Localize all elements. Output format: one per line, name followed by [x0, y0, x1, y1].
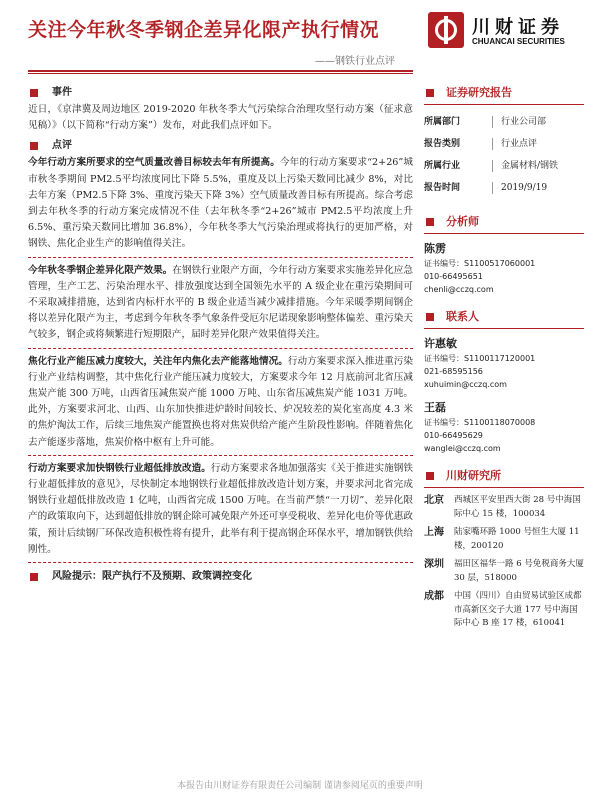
dashed-divider: [28, 348, 413, 349]
institute-heading: 川财研究所: [424, 467, 584, 485]
info-row: 所属行业 金属材料/钢铁: [424, 161, 559, 171]
logo-en-text: CHUANCAI SECURITIES: [472, 37, 565, 46]
event-heading: 事件: [28, 84, 413, 102]
office-address: 成都 中国（四川）自由贸易试验区成都市高新区交子大道 177 号中海国际中心 B 座 17 楼，610041: [424, 591, 582, 628]
sidebar-rule: [424, 487, 584, 488]
contact-email: xuhuimin@cczq.com: [424, 380, 507, 389]
company-logo: [428, 12, 578, 52]
analyst-email: chenli@cczq.com: [424, 285, 494, 294]
info-row: 报告类别 行业点评: [424, 139, 538, 149]
contact-cert: 证书编号：S1100117120001: [424, 354, 536, 363]
contact-name: 许惠敏: [424, 337, 457, 350]
contact-cert: 证书编号：S1100118070008: [424, 418, 536, 427]
sidebar-rule: [424, 233, 584, 234]
risk-warning: 风险提示：限产执行不及预期、政策调控变化: [28, 568, 413, 586]
sidebar: [424, 84, 584, 636]
main-content: [28, 84, 413, 586]
analyst-name: 陈雳: [424, 242, 446, 255]
logo-mark-icon: [428, 12, 464, 48]
page-footer: 本报告由川财证券有限责任公司编制 谨请参阅尾页的重要声明: [177, 781, 423, 791]
sidebar-rule: [424, 104, 584, 105]
dashed-divider: [28, 455, 413, 456]
report-info-heading: 证券研究报告: [424, 84, 584, 102]
section-square-icon: [426, 218, 434, 226]
paragraph-1: 今年行动方案所要求的空气质量改善目标较去年有所提高。今年的行动方案要求“2+26”城市秋冬季期间 PM2.5平均浓度同比下降 5.5%，重度及以上污染天数同比减少 8%，对比去年方案（PM2.5下降 3%、重度污染天下降 3%）空气质量改善目标有所提高。综合考虑到去年秋冬季的行动方案完成情况不佳（去年秋冬季“2+26”城市 PM2.5平均浓度上升 6.5%、重污染天数同比增加 36.8%），今年秋冬季大气污染治理或将执行的更加严格，对钢铁、焦化企业生产的影响值得关注。: [28, 157, 413, 250]
event-text: 近日，《京津冀及周边地区 2019-2020 年秋冬季大气污染综合治理攻坚行动方案（征求意见稿）》（以下简称“行动方案”）发布，对此我们点评如下。: [28, 104, 413, 132]
header-rule-thin: [28, 73, 413, 74]
info-row: 报告时间 2019/9/19: [424, 183, 548, 193]
contact-heading: 联系人: [424, 308, 584, 326]
section-square-icon: [30, 573, 38, 581]
analyst-cert: 证书编号：S1100517060001: [424, 259, 536, 268]
report-subtitle: ——钢铁行业点评: [315, 56, 395, 67]
section-square-icon: [30, 89, 38, 97]
office-address: 上海 陆家嘴环路 1000 号恒生大厦 11 楼，200120: [424, 527, 580, 551]
section-square-icon: [426, 89, 434, 97]
office-address: 北京 西城区平安里西大街 28 号中海国际中心 15 楼，100034: [424, 495, 581, 519]
contact-phone: 021-68595156: [424, 367, 483, 376]
analyst-heading: 分析师: [424, 213, 584, 231]
paragraph-3: 焦化行业产能压减力度较大，关注年内焦化去产能落地情况。行动方案要求深入推进重污染行业产业结构调整，其中焦化行业产能压减力度较大，方案要求今年 12 月底前河北省压减焦炭产能 300 万吨，山西省压减焦炭产能 1000 万吨、山东省压减焦炭产能 1031 万吨。此外，方案要求河北、山西、山东加快推进炉龄时间较长、炉况较差的炭化室高度 4.3 米的焦炉淘汰工作，后续三地焦炭产能置换也将对焦炭供给产能产生阶段性影响。伴随着焦化去产能逐步落地，焦炭价格中枢有上升可能。: [28, 355, 414, 448]
paragraph-4: 行动方案要求加快钢铁行业超低排放改造。行动方案要求各地加强落实《关于推进实施钢铁行业超低排放的意见》，尽快制定本地钢铁行业超低排放改造计划方案，并要求河北省完成钢铁行业超低排放改造 1 亿吨，山西省完成 1500 万吨。在当前严禁“一刀切”、差异化限产的政策取向下，达到超低排放的钢企除可减免限产外还可享受税收、差异化电价等优惠政策，预计后续钢厂环保改造积极性将有提升，此举有利于提高钢企环保水平，增加钢铁供给刚性。: [28, 462, 413, 555]
contact-name: 王磊: [424, 401, 446, 414]
section-square-icon: [426, 313, 434, 321]
office-address: 深圳 福田区福华一路 6 号免税商务大厦 30 层，518000: [424, 559, 584, 583]
report-title: 关注今年秋冬季钢企差异化限产执行情况: [28, 19, 380, 41]
section-square-icon: [30, 142, 38, 150]
info-row: 所属部门 行业公司部: [424, 117, 547, 127]
logo-cn-text: 川财证券: [472, 17, 564, 38]
section-square-icon: [426, 472, 434, 480]
dashed-divider: [28, 562, 413, 563]
sidebar-rule: [424, 328, 584, 329]
dashed-divider: [28, 257, 413, 258]
paragraph-2: 今年秋冬季钢企差异化限产效果。在钢铁行业限产方面，今年行动方案要求实施差异化应急管理，生产工艺、污染治理水平、排放强度达到全国领先水平的 A 级企业在重污染期间可不采取减排措施，达到省内标杆水平的 B 级企业适当减少减排措施。今年采暖季期间钢企将以差异化限产为主，考虑到今年秋冬季气象条件受厄尔尼诺现象影响整体偏差、重污染天气较多，钢企或将频繁进行短期限产，届时差异化限产效果值得关注。: [28, 264, 414, 341]
contact-email: wanglei@cczq.com: [424, 444, 501, 453]
comment-heading: 点评: [28, 137, 413, 155]
analyst-phone: 010-66495651: [424, 272, 483, 281]
contact-phone: 010-66495629: [424, 431, 483, 440]
header-rule: [28, 70, 413, 72]
